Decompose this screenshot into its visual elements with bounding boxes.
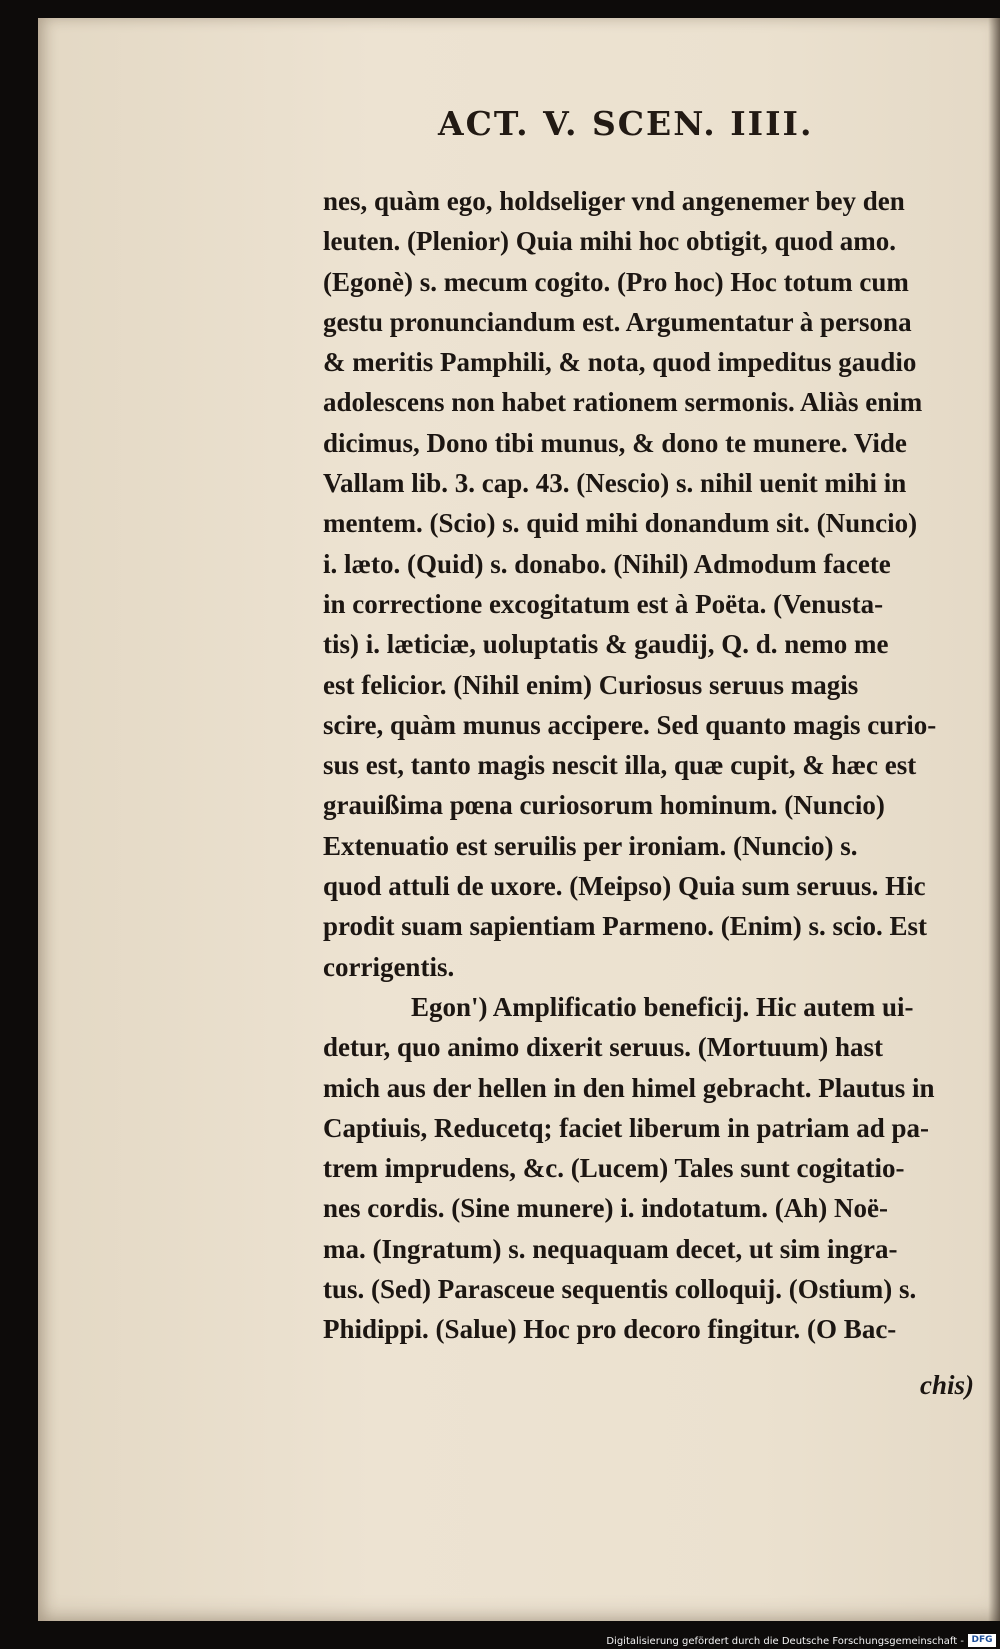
text-line: (Egonè) s. mecum cogito. (Pro hoc) Hoc totum cum [323,266,909,297]
text-line: Vallam lib. 3. cap. 43. (Nescio) s. nihil uenit mihi in [323,468,907,499]
text-line: est felicior. (Nihil enim) Curiosus seruus magis [323,669,859,700]
text-line: gestu pronunciandum est. Argumentatur à persona [323,306,912,337]
text-line: trem imprudens, &c. (Lucem) Tales sunt cogitatio- [323,1153,905,1184]
commentary-text [323,181,1000,1350]
text-line: in correctione excogitatum est à Poëta. (Venusta- [323,588,884,619]
text-line: grauißima pœna curiosorum hominum. (Nuncio) [323,790,885,821]
text-line: tus. (Sed) Parasceue sequentis colloquij. (Ostium) s. [323,1274,917,1305]
text-line: leuten. (Plenior) Quia mihi hoc obtigit, quod amo. [323,226,897,257]
text-line: nes cordis. (Sine munere) i. indotatum. (Ah) Noë- [323,1193,888,1224]
dfg-logo: DFG [968,1634,996,1647]
catchword: chis) [920,1370,974,1400]
text-line: mentem. (Scio) s. quid mihi donandum sit. (Nuncio) [323,508,918,539]
text-line: & meritis Pamphili, & nota, quod impeditus gaudio [323,347,917,378]
text-line: prodit suam sapientiam Parmeno. (Enim) s. scio. Est [323,911,928,942]
text-line: Captiuis, Reducetq; faciet liberum in patriam ad pa- [323,1112,929,1143]
running-head: ACT. V. SCEN. IIII. [438,104,814,143]
text-line: scire, quàm munus accipere. Sed quanto magis curio- [323,709,937,740]
text-line: ma. (Ingratum) s. nequaquam decet, ut sim ingra- [323,1233,898,1264]
text-line: detur, quo animo dixerit seruus. (Mortuum) hast [323,1032,884,1063]
text-line: corrigentis. [323,951,455,982]
text-line: dicimus, Dono tibi munus, & dono te munere. Vide [323,427,907,458]
text-line: Phidippi. (Salue) Hoc pro decoro fingitur. (O Bac- [323,1314,897,1345]
text-line: nes, quàm ego, holdseliger vnd angenemer bey den [323,186,905,216]
text-line: Extenuatio est seruilis per ironiam. (Nuncio) s. [323,830,858,861]
paragraph-start-line: Egon') Amplificatio beneficij. Hic autem ui- [411,991,914,1022]
text-line: i. læto. (Quid) s. donabo. (Nihil) Admodum facete [323,548,891,579]
text-line: sus est, tanto magis nescit illa, quæ cupit, & hæc est [323,750,917,781]
text-line: quod attuli de uxore. (Meipso) Quia sum seruus. Hic [323,871,926,902]
text-line: mich aus der hellen in den himel gebracht. Plautus in [323,1072,935,1103]
text-line: adolescens non habet rationem sermonis. Aliàs enim [323,387,923,418]
book-page [38,18,1000,1621]
text-line: tis) i. læticiæ, uoluptatis & gaudij, Q. d. nemo me [323,629,889,660]
digitization-credit: Digitalisierung gefördert durch die Deutsche Forschungsgemeinschaft - [606,1636,964,1647]
